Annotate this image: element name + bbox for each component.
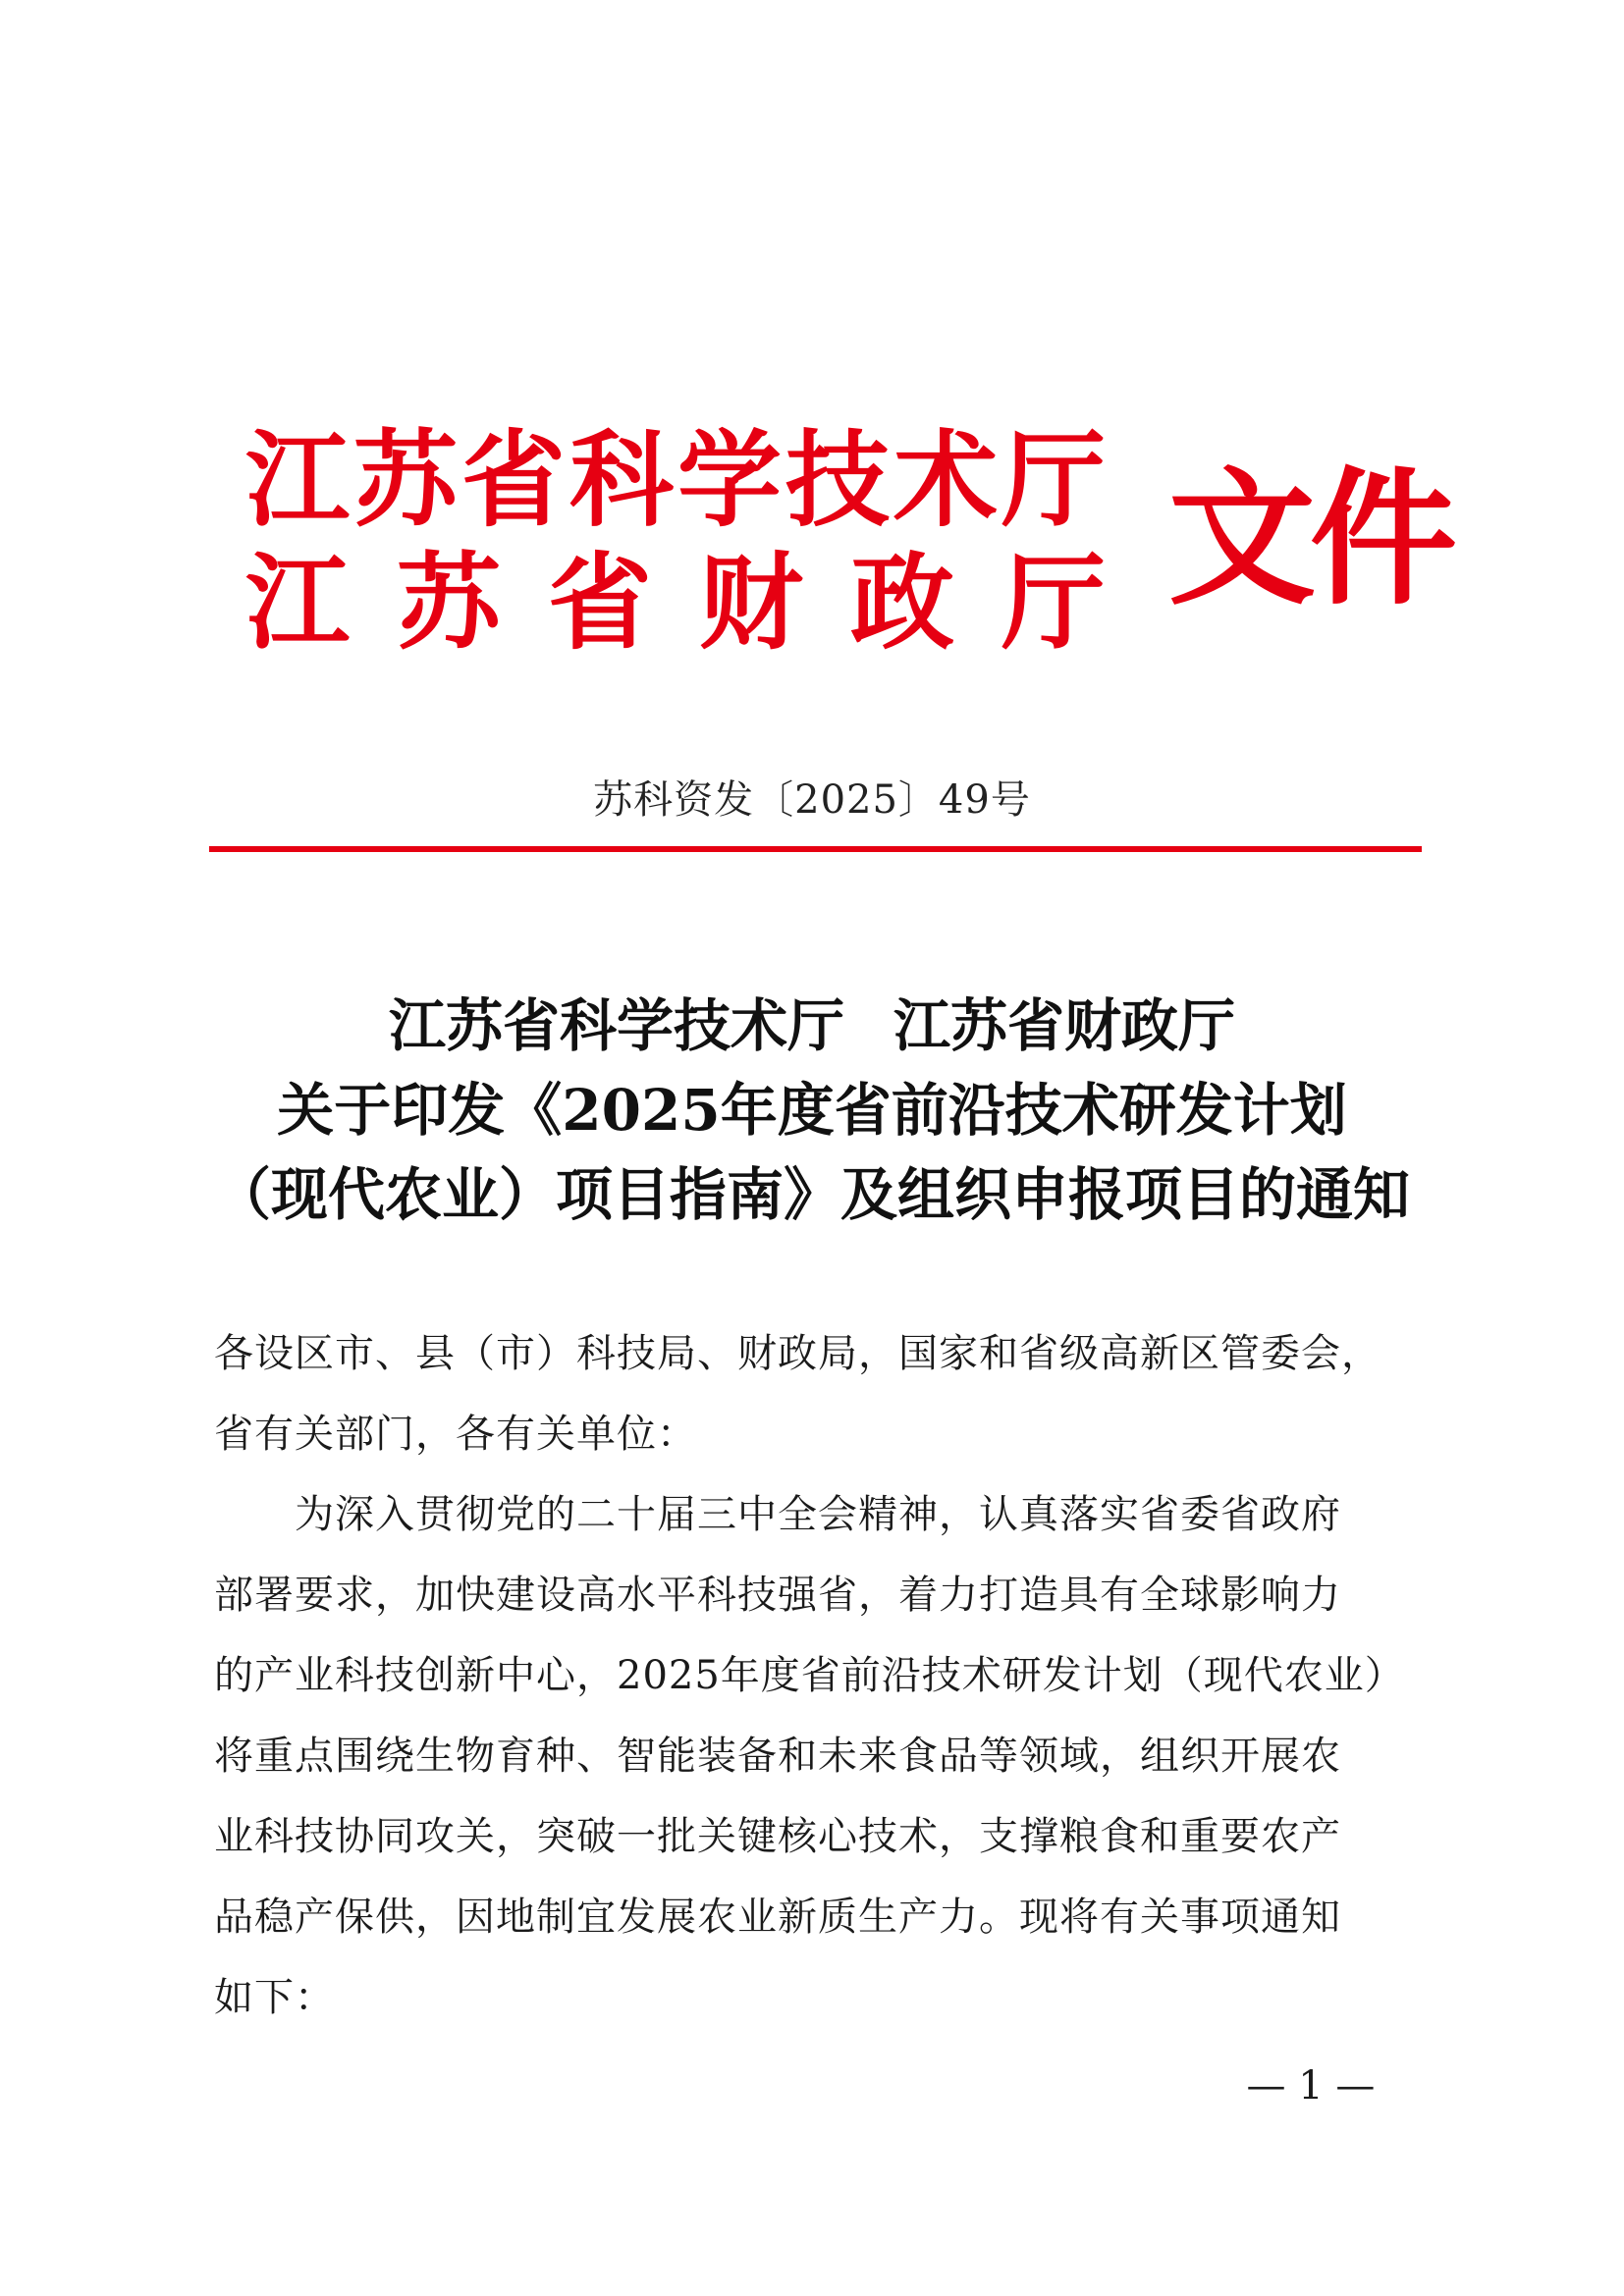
title-line-1 — [0, 984, 1624, 1068]
body-paragraph — [214, 1474, 1432, 2038]
salutation — [214, 1313, 1422, 1474]
title-issuer-1: 江苏省科学技术厅 — [388, 992, 844, 1059]
issuer-name-1: 江苏省科学技术厅 — [245, 420, 1110, 541]
body-line: 的产业科技创新中心，2025年度省前沿技术研发计划（现代农业） — [214, 1653, 1405, 1698]
salutation-line-2: 省有关部门，各有关单位： — [214, 1412, 697, 1457]
body-line: 如下： — [214, 1975, 335, 2020]
body-line: 品稳产保供，因地制宜发展农业新质生产力。现将有关事项通知 — [214, 1895, 1341, 1940]
salutation-line-1: 各设区市、县（市）科技局、财政局，国家和省级高新区管委会， — [214, 1331, 1381, 1376]
document-title — [0, 984, 1624, 1237]
document-number: 苏科资发〔2025〕49号 — [593, 777, 1031, 823]
title-line-2: 关于印发《2025年度省前沿技术研发计划 — [277, 1077, 1347, 1144]
issuer-name-2: 江苏省财政厅 — [245, 543, 1153, 664]
body-line: 将重点围绕生物育种、智能装备和未来食品等领域，组织开展农 — [214, 1734, 1341, 1779]
body-line: 为深入贯彻党的二十届三中全会精神，认真落实省委省政府 — [295, 1492, 1341, 1537]
title-line-3: （现代农业）项目指南》及组织申报项目的通知 — [213, 1161, 1410, 1228]
body-line: 部署要求，加快建设高水平科技强省，着力打造具有全球影响力 — [214, 1573, 1341, 1618]
document-header — [245, 420, 1452, 672]
page-number: — 1 — — [1246, 2063, 1376, 2109]
body-line: 业科技协同攻关，突破一批关键核心技术，支撑粮食和重要农产 — [214, 1814, 1341, 1859]
document-mark: 文件 — [1168, 454, 1452, 625]
title-issuer-2: 江苏省财政厅 — [893, 992, 1236, 1059]
red-divider-line — [209, 846, 1422, 852]
